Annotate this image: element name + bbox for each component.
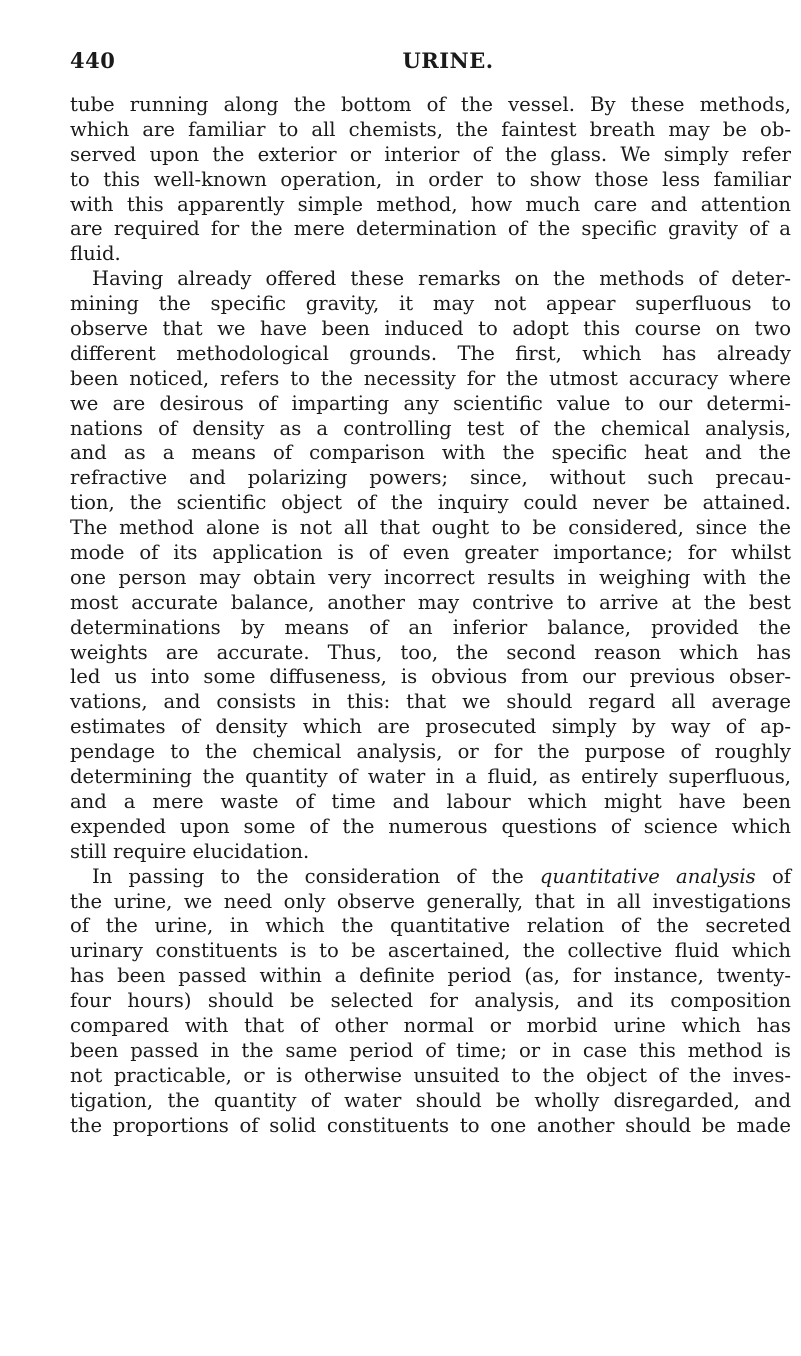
text-line: tigation, the quantity of water should be wholly disregarded, and: [70, 1088, 791, 1112]
text-line: observe that we have been induced to adopt this course on two: [70, 317, 791, 341]
text-line: still require elucidation.: [70, 839, 310, 863]
text-line: determinations by means of an inferior balance, provided the: [70, 615, 791, 639]
text-run: In passing to the consideration of the: [92, 864, 540, 888]
text-line: to this well-known operation, in order to show those less familiar: [70, 167, 791, 191]
text-line: nations of density as a controlling test of the chemical analysis,: [70, 416, 791, 440]
text-run: of: [755, 864, 791, 888]
text-line: tube running along the bottom of the vessel. By these methods,: [70, 93, 791, 116]
text-line: refractive and polarizing powers; since, without such precau-: [70, 466, 791, 490]
paragraph-2: [70, 267, 791, 864]
text-line: tion, the scientific object of the inquiry could never be attained.: [70, 491, 791, 515]
text-line: mining the specific gravity, it may not appear superfluous to: [70, 292, 791, 316]
text-line: urinary constituents is to be ascertained, the collective fluid which: [70, 939, 791, 963]
text-line: led us into some diffuseness, is obvious from our previous obser-: [70, 665, 791, 689]
paragraph-1: [70, 93, 791, 267]
page-number: 440: [70, 48, 116, 73]
text-line: estimates of density which are prosecuted simply by way of ap-: [70, 715, 791, 739]
text-line: served upon the exterior or interior of the glass. We simply refer: [70, 142, 791, 166]
running-title: URINE.: [402, 48, 494, 73]
text-line: been passed in the same period of time; or in case this method is: [70, 1038, 791, 1062]
text-line: has been passed within a definite period (as, for instance, twenty-: [70, 964, 791, 988]
text-line: The method alone is not all that ought to be considered, since the: [70, 516, 791, 540]
body-text: [70, 93, 791, 1138]
text-line: vations, and consists in this: that we should regard all average: [70, 690, 791, 714]
text-line: are required for the mere determination of the specific gravity of a: [70, 217, 791, 241]
text-line: the proportions of solid constituents to one another should be made: [70, 1113, 791, 1137]
text-line: pendage to the chemical analysis, or for the purpose of roughly: [70, 740, 791, 764]
text-line: and as a means of comparison with the specific heat and the: [70, 441, 791, 465]
text-line: been noticed, refers to the necessity for the utmost accuracy where: [70, 366, 791, 390]
page-header: [70, 48, 790, 78]
text-line: of the urine, in which the quantitative relation of the secreted: [70, 914, 791, 938]
text-line: the urine, we need only observe generally, that in all investigations: [70, 889, 791, 913]
paragraph-3: [70, 865, 791, 1139]
text-line: most accurate balance, another may contrive to arrive at the best: [70, 590, 791, 614]
text-line: and a mere waste of time and labour which might have been: [70, 789, 791, 813]
text-line-with-emphasis: [70, 865, 791, 890]
text-line: Having already offered these remarks on the methods of deter-: [92, 267, 791, 291]
text-line: four hours) should be selected for analysis, and its composition: [70, 989, 791, 1013]
text-line: we are desirous of imparting any scientific value to our determi-: [70, 391, 791, 415]
text-line: one person may obtain very incorrect results in weighing with the: [70, 565, 791, 589]
text-line: fluid.: [70, 242, 121, 266]
text-line: expended upon some of the numerous questions of science which: [70, 814, 791, 838]
text-line: weights are accurate. Thus, too, the second reason which has: [70, 640, 791, 664]
text-line: different methodological grounds. The first, which has already: [70, 341, 791, 365]
text-line: mode of its application is of even greater importance; for whilst: [70, 541, 791, 565]
text-line: determining the quantity of water in a fluid, as entirely superfluous,: [70, 765, 791, 789]
text-line: which are familiar to all chemists, the faintest breath may be ob-: [70, 117, 791, 141]
text-line: compared with that of other normal or morbid urine which has: [70, 1013, 791, 1037]
text-line: not practicable, or is otherwise unsuited to the object of the inves-: [70, 1063, 791, 1087]
text-line: with this apparently simple method, how much care and attention: [70, 192, 791, 216]
emphasis-quantitative-analysis: quantitative analysis: [539, 864, 756, 888]
